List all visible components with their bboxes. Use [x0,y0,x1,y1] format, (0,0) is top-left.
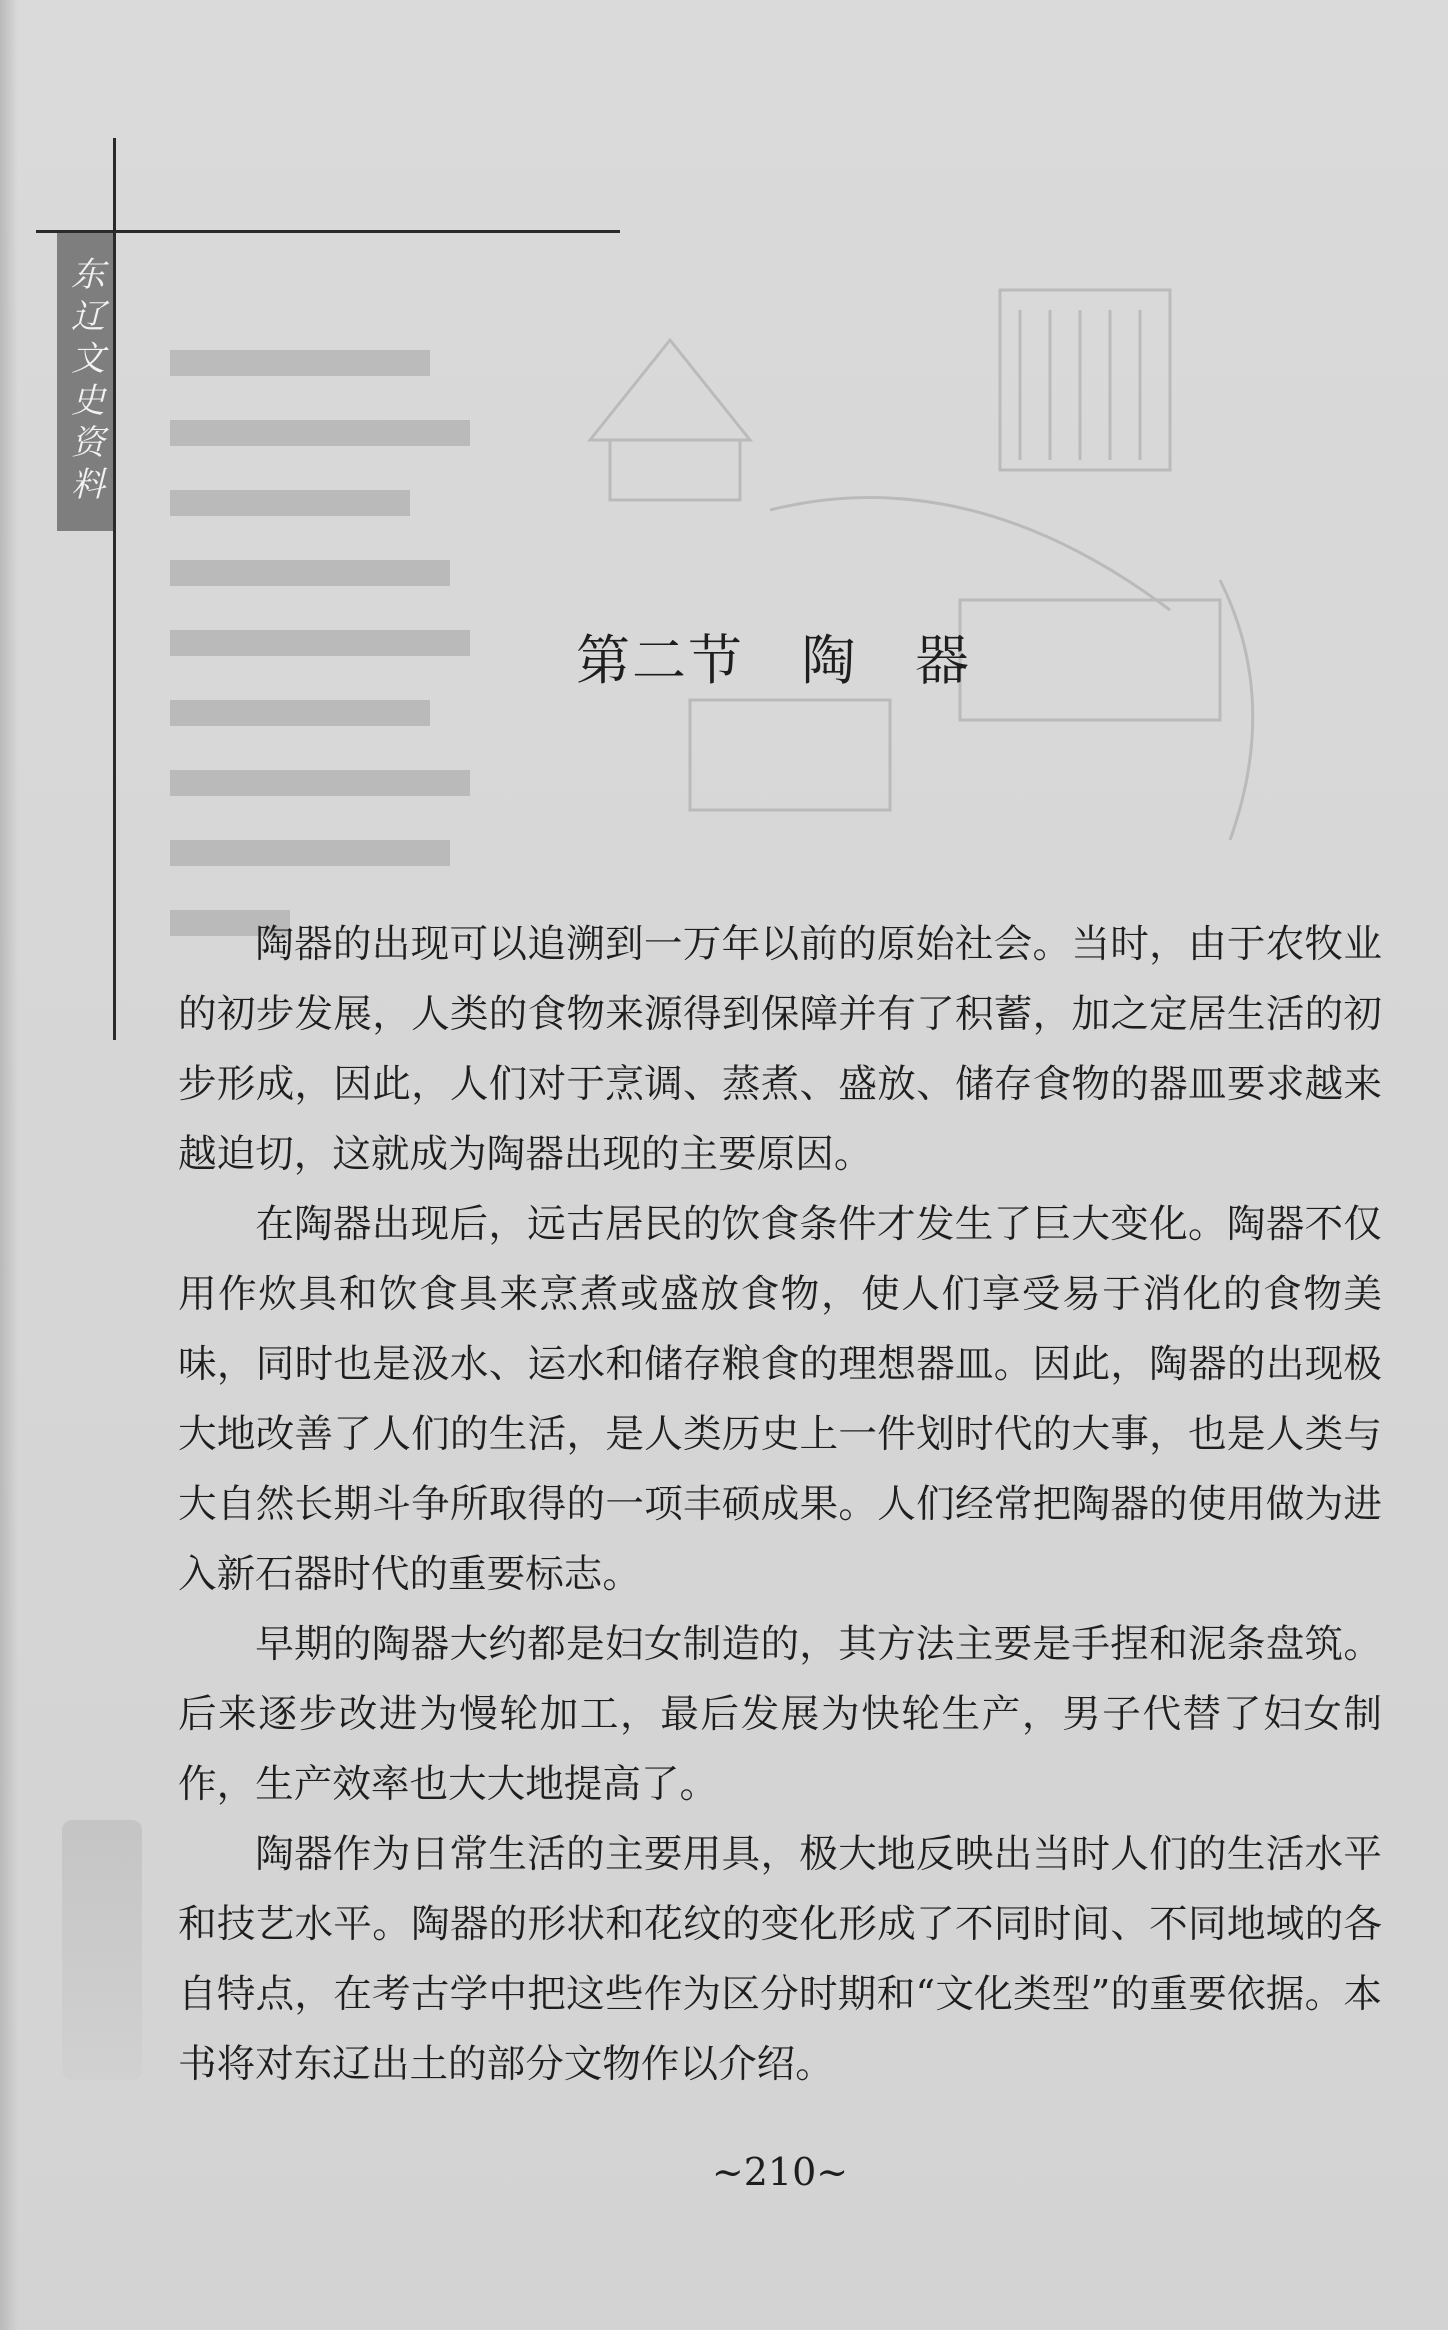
header-vertical-rule [113,138,116,1040]
side-tab [57,233,113,531]
body-text [178,910,1382,2100]
bleed-through-side-tab [62,1820,142,2080]
paragraph: 陶器作为日常生活的主要用具，极大地反映出当时人们的生活水平和技艺水平。陶器的形状和花纹的变化形成了不同时间、不同地域的各自特点，在考古学中把这些作为区分时期和“文化类型”的重要依据。本书将对东辽出土的部分文物作以介绍。 [178,1832,1382,2087]
paragraph: 陶器的出现可以追溯到一万年以前的原始社会。当时，由于农牧业的初步发展，人类的食物来源得到保障并有了积蓄，加之定居生活的初步形成，因此，人们对于烹调、蒸煮、盛放、储存食物的器皿要求越来越迫切，这就成为陶器出现的主要原因。 [178,922,1382,1177]
paragraph: 在陶器出现后，远古居民的饮食条件才发生了巨大变化。陶器不仅用作炊具和饮食具来烹煮或盛放食物，使人们享受易于消化的食物美味，同时也是汲水、运水和储存粮食的理想器皿。因此，陶器的出现极大地改善了人们的生活，是人类历史上一件划时代的大事，也是人类与大自然长期斗争所取得的一项丰硕成果。人们经常把陶器的使用做为进入新石器时代的重要标志。 [178,1202,1382,1597]
header-horizontal-rule [36,230,620,233]
gutter-shadow [0,0,18,2330]
paragraph: 早期的陶器大约都是妇女制造的，其方法主要是手捏和泥条盘筑。后来逐步改进为慢轮加工，最后发展为快轮生产，男子代替了妇女制作，生产效率也大大地提高了。 [178,1622,1382,1807]
side-tab-label: 东辽文史资料 [64,256,105,508]
section-title: 第二节 陶 器 [576,629,971,692]
page-number: ~210~ [711,2150,849,2194]
